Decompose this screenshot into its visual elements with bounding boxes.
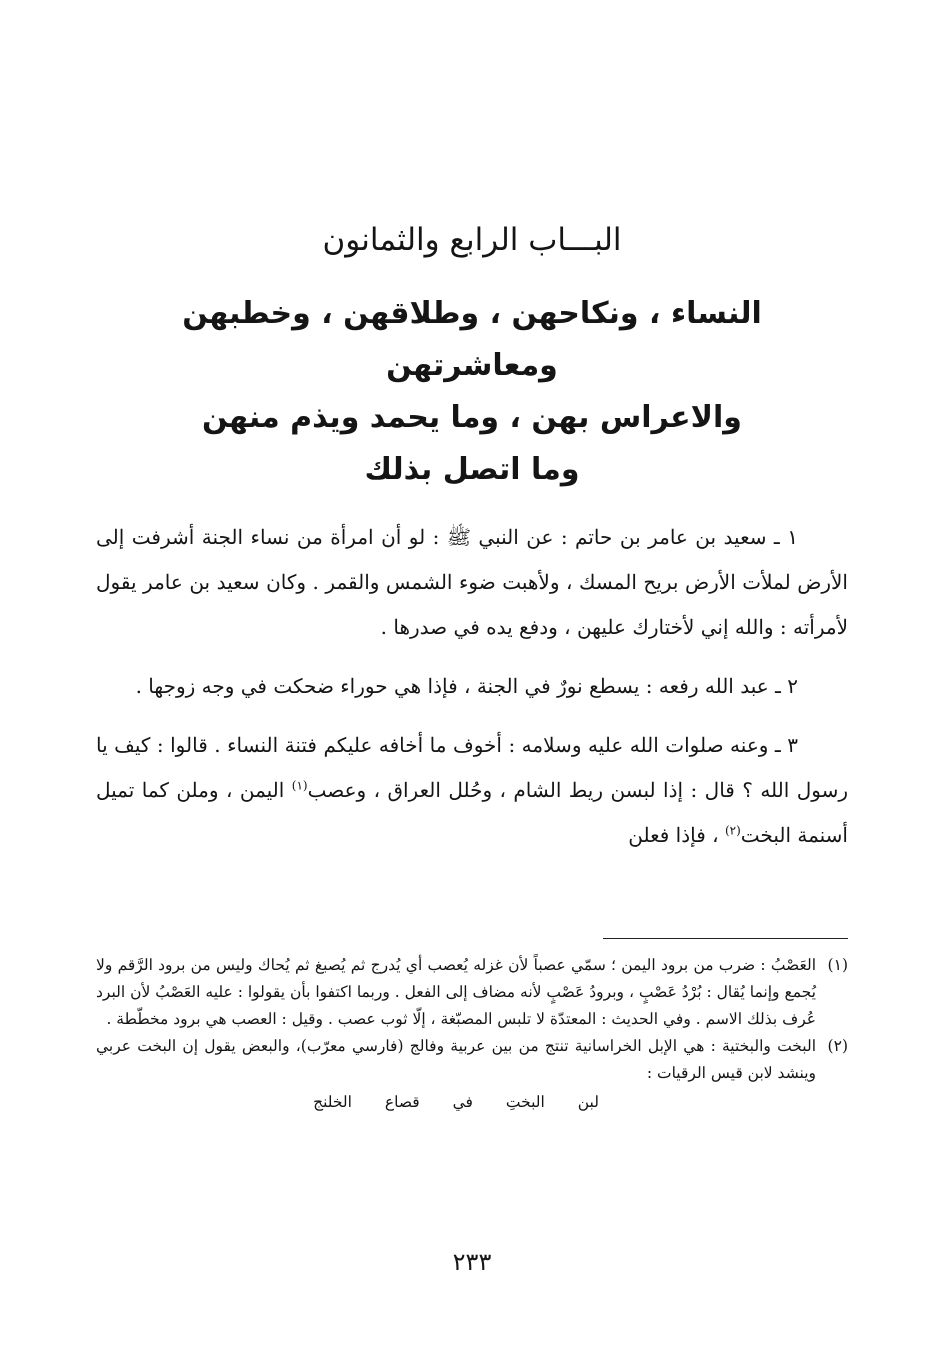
footnote-1 — [96, 952, 848, 1033]
footnote-text: العَصْبُ : ضرب من برود اليمن ؛ سمّي عصباً لأن غزله يُعصب أي يُدرج ثم يُصبغ ثم يُحاك وليس من برود الرَّقم ولا يُجمع وإنما يُقال : بُرْدُ عَصْبٍ ، وبرودُ عَصْبٍ لأنه مضاف إلى الفعل . وربما اكتفوا بأن يقولوا : عليه العَصْبُ لأن البرد عُرف بذلك الاسم . وفي الحديث : المعتدّة لا تلبس المصبّغة ، إلّا ثوب عصب . وقيل : العصب هي برود مخطّطة . — [96, 956, 816, 1028]
footnote-number: (٢) — [827, 1037, 848, 1055]
paragraph-1: ١ ـ سعيد بن عامر بن حاتم : عن النبي ﷺ : لو أن امرأة من نساء الجنة أشرفت إلى الأرض لملأت الأرض بريح المسك ، ولأهبت ضوء الشمس والقمر . وكان سعيد بن عامر يقول لأمرأته : والله إني لأختارك عليهن ، ودفع يده في صدرها . — [96, 525, 848, 639]
chapter-heading: البـــاب الرابع والثمانون — [322, 222, 622, 258]
footnotes — [96, 952, 848, 1116]
paragraph-2: ٢ ـ عبد الله رفعه : يسطع نورٌ في الجنة ، فإذا هي حوراء ضحكت في وجه زوجها . — [135, 674, 798, 698]
body-text — [96, 515, 848, 872]
paragraph-3-text-a: ٣ ـ وعنه صلوات الله عليه وسلامه : أخوف ما أخافه عليكم فتنة النساء . قالوا : كيف يا رسول الله ؟ قال : إذا لبسن ريط الشام ، وحُلل العراق ، وعصب — [96, 733, 849, 802]
chapter-title-line: وما اتصل بذلك — [364, 452, 580, 487]
poetry-verse: لبن البختِ في قصاع الخلنج — [313, 1093, 599, 1111]
footnote-text: البخت والبختية : هي الإبل الخراسانية تنتج من بين عربية وفالج (فارسي معرّب)، والبعض يقول إن البخت عربي وينشد لابن قيس الرقيات : — [96, 1037, 816, 1082]
chapter-title-line: والاعراس بهن ، وما يحمد ويذم منهن — [202, 400, 742, 435]
paragraph-3-text-b: اليمن ، وملن كما تميل أسنمة البخت — [96, 778, 848, 847]
page-number: ٢٣٣ — [452, 1248, 492, 1276]
footnote-divider — [603, 938, 848, 939]
paragraph-3 — [96, 723, 848, 858]
footnote-reference-2: (٢) — [724, 823, 741, 838]
footnote-reference-1: (١) — [291, 778, 308, 793]
footnote-text-container — [96, 1033, 816, 1116]
paragraph-3-text-c: ، فإذا فعلن — [628, 823, 719, 847]
chapter-title-line: النساء ، ونكاحهن ، وطلاقهن ، وخطبهن ومعاشرتهن — [182, 296, 762, 383]
footnote-2 — [96, 1033, 848, 1116]
footnote-number: (١) — [827, 956, 848, 974]
chapter-title — [120, 288, 824, 496]
